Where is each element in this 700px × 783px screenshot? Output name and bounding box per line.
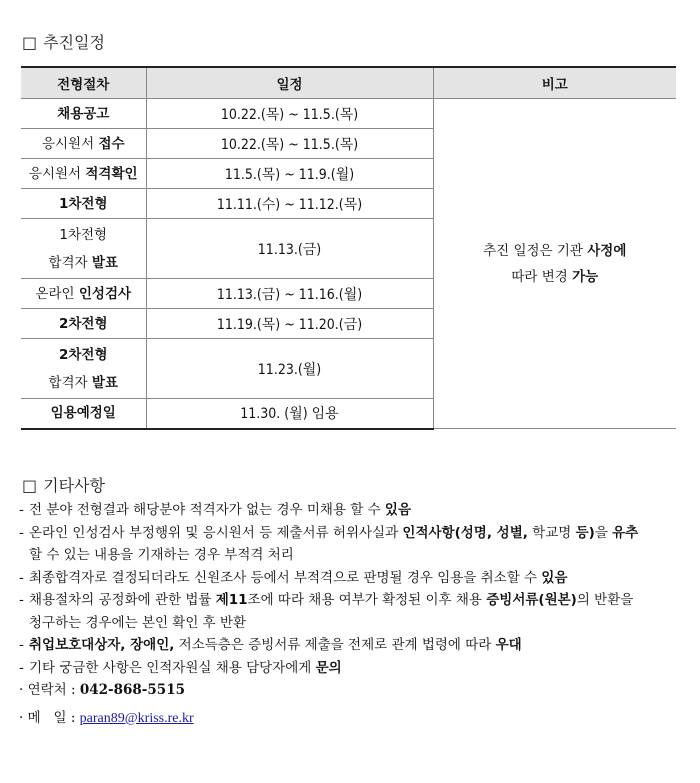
date-cell: 11.5.(목) ~ 11.9.(월)	[146, 159, 433, 189]
date-cell: 11.30. (월) 임용	[146, 399, 433, 429]
stage-cell: 온라인 인성검사	[21, 279, 146, 309]
stage-cell: 응시원서 접수	[21, 129, 146, 159]
list-item: - 기타 궁금한 사항은 인적자원실 채용 담당자에게 문의	[19, 659, 342, 676]
list-item: - 취업보호대상자, 장애인, 저소득층은 증빙서류 제출을 전제로 관계 법령에 따라 우대	[19, 637, 522, 653]
stage-cell: 2차전형	[21, 309, 146, 339]
remark-cell: 추진 일정은 기관 사정에 따라 변경 가능	[433, 99, 676, 429]
date-cell: 10.22.(목) ~ 11.5.(목)	[146, 99, 433, 129]
schedule-table	[21, 66, 676, 430]
date-cell: 11.11.(수) ~ 11.12.(목)	[146, 189, 433, 219]
section-title: 기타사항	[43, 476, 105, 495]
section-heading-other	[22, 473, 105, 496]
list-item: - 최종합격자로 결정되더라도 신원조사 등에서 부적격으로 판명될 경우 임용을 취소할 수 있음	[19, 569, 568, 586]
list-item: - 전 분야 전형결과 해당분야 적격자가 없는 경우 미채용 할 수 있음	[19, 502, 411, 518]
list-item: - 채용절차의 공정화에 관한 법률 제11조에 따라 채용 여부가 확정된 이후 채용 증빙서류(원본)의 반환을	[19, 592, 634, 608]
header-remark: 비고	[433, 67, 676, 99]
table-header-row	[21, 67, 676, 99]
date-cell: 11.19.(목) ~ 11.20.(금)	[146, 309, 433, 339]
stage-cell: 응시원서 적격확인	[21, 159, 146, 189]
header-stage: 전형절차	[21, 67, 146, 99]
date-cell: 11.13.(금)	[146, 219, 433, 279]
stage-cell: 1차전형 합격자 발표	[21, 219, 146, 279]
list-item-continuation: 청구하는 경우에는 본인 확인 후 반환	[29, 614, 247, 631]
section-title: 추진일정	[43, 33, 105, 52]
checkbox-square-icon: □	[22, 33, 38, 52]
stage-cell: 채용공고	[21, 99, 146, 129]
list-item: - 온라인 인성검사 부정행위 및 응시원서 등 제출서류 허위사실과 인적사항(성명, 성별, 학교명 등)을 유추	[19, 524, 639, 541]
stage-cell: 임용예정일	[21, 399, 146, 429]
date-cell: 11.13.(금) ~ 11.16.(월)	[146, 279, 433, 309]
email-link[interactable]: paran89@kriss.re.kr	[79, 710, 194, 726]
date-cell: 10.22.(목) ~ 11.5.(목)	[146, 129, 433, 159]
checkbox-square-icon: □	[22, 476, 38, 495]
date-cell: 11.23.(월)	[146, 339, 433, 399]
stage-cell: 2차전형 합격자 발표	[21, 339, 146, 399]
section-heading-schedule	[22, 30, 105, 53]
contact-phone: · 연락처 : 042-868-5515	[19, 682, 185, 698]
header-date: 일정	[146, 67, 433, 99]
contact-email: · 메 일 : paran89@kriss.re.kr	[19, 709, 194, 726]
notes-list	[19, 499, 684, 730]
table-row	[21, 99, 676, 129]
stage-cell: 1차전형	[21, 189, 146, 219]
list-item-continuation: 할 수 있는 내용을 기재하는 경우 부적격 처리	[29, 547, 294, 563]
